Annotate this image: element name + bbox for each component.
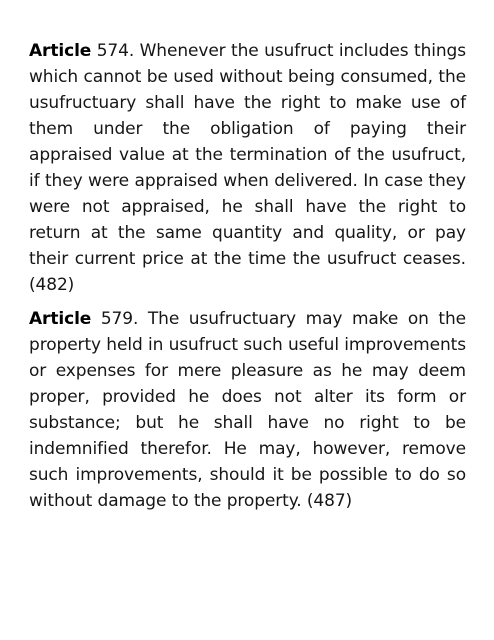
article-text: 579. The usufructuary may make on the property held in usufruct such useful improvements or expenses for mere pleasure as he may deem proper, provided he does not alter its form or substance; but he shall have no right to be indemnified therefor. He may, however, remove such improvements, should it be possible to do so without damage to the property. (487)	[29, 309, 466, 511]
article-text: 574. Whenever the usufruct includes things which cannot be used without being consumed, the usufructuary shall have the right to make use of them under the obligation of paying their appraised value at the termination of the usufruct, if they were appraised when delivered. In case they were not appraised, he shall have the right to return at the same quantity and quality, or pay their current price at the time the usufruct ceases. (482)	[29, 41, 466, 295]
article-label: Article	[29, 41, 92, 61]
document-page	[29, 38, 466, 514]
article-574	[29, 38, 466, 298]
article-579	[29, 306, 466, 514]
article-label: Article	[29, 309, 92, 329]
